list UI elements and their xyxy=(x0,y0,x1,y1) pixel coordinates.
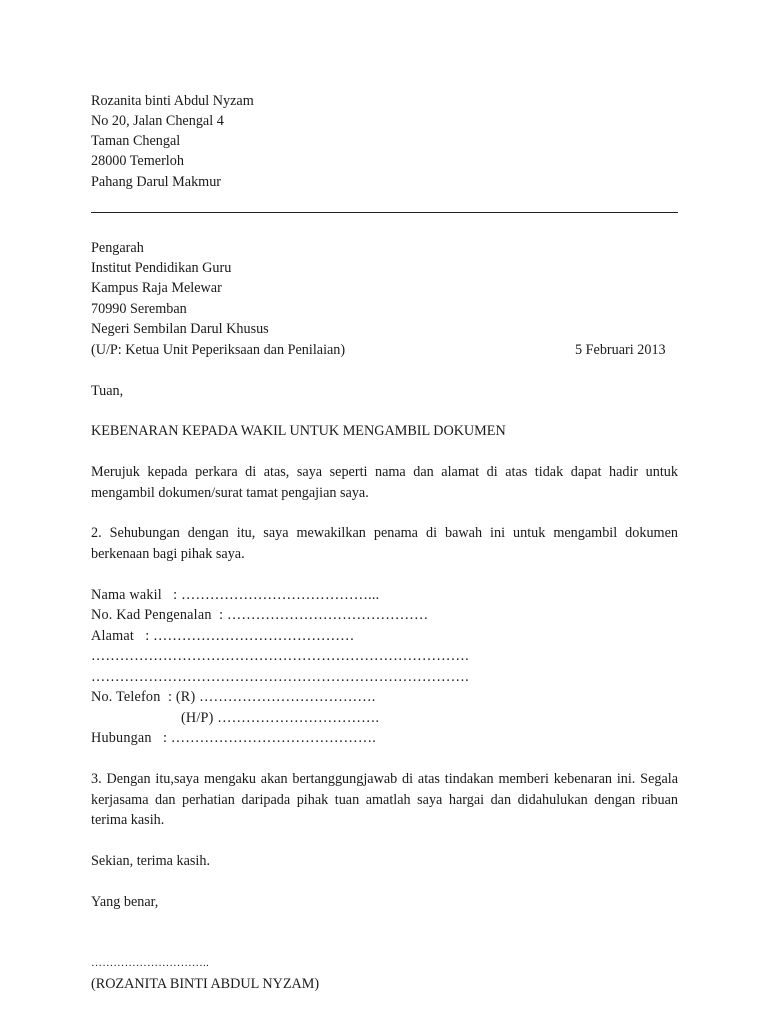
sender-address-line: Pahang Darul Makmur xyxy=(91,174,222,190)
paragraph-1: Merujuk kepada perkara di atas, saya seperti nama dan alamat di atas tidak dapat hadir untuk mengambil dokumen/surat tamat pengajian saya. xyxy=(91,464,678,501)
recipient-state: Negeri Sembilan Darul Khusus xyxy=(91,321,269,337)
form-field-telefon-r: No. Telefon : (R) ………………………………. xyxy=(91,689,376,705)
form-field-alamat-line: ……………………………………………………………………. xyxy=(91,648,469,664)
sender-address-line: No 20, Jalan Chengal 4 xyxy=(91,113,224,129)
sender-address-line: 28000 Temerloh xyxy=(91,153,184,169)
sender-name: Rozanita binti Abdul Nyzam xyxy=(91,93,254,109)
recipient-city: 70990 Seremban xyxy=(91,301,187,317)
form-field-alamat-line: ……………………………………………………………………. xyxy=(91,669,469,685)
form-field-telefon-hp: (H/P) ……………………………. xyxy=(181,710,380,726)
form-field-kad-pengenalan: No. Kad Pengenalan : …………………………………… xyxy=(91,607,429,623)
letter-subject: KEBENARAN KEPADA WAKIL UNTUK MENGAMBIL DOKUMEN xyxy=(91,423,506,439)
form-field-nama-wakil: Nama wakil : …………………………………... xyxy=(91,587,380,603)
recipient-attention: (U/P: Ketua Unit Peperiksaan dan Penilaian) xyxy=(91,342,346,358)
paragraph-3: 3. Dengan itu,saya mengaku akan bertanggungjawab di atas tindakan memberi kebenaran ini. Segala kerjasama dan perhatian daripada pihak tuan amatlah saya hargai dan didahulukan dengan ribuan terima kasih. xyxy=(91,771,678,828)
recipient-title: Pengarah xyxy=(91,240,144,256)
salutation: Tuan, xyxy=(91,383,124,399)
header-divider xyxy=(91,212,678,213)
form-field-hubungan: Hubungan : ……………………………………. xyxy=(91,730,377,746)
recipient-campus: Kampus Raja Melewar xyxy=(91,280,222,296)
recipient-org: Institut Pendidikan Guru xyxy=(91,260,232,276)
closing-yang-benar: Yang benar, xyxy=(91,894,159,910)
paragraph-2: 2. Sehubungan dengan itu, saya mewakilkan penama di bawah ini untuk mengambil dokumen berkenaan bagi pihak saya. xyxy=(91,525,678,562)
closing-thanks: Sekian, terima kasih. xyxy=(91,853,210,869)
signature-name: (ROZANITA BINTI ABDUL NYZAM) xyxy=(91,976,320,992)
letter-date: 5 Februari 2013 xyxy=(575,342,666,358)
sender-address-line: Taman Chengal xyxy=(91,133,181,149)
signature-line: ………………………….. xyxy=(91,957,209,969)
form-field-alamat: Alamat : …………………………………… xyxy=(91,628,355,644)
